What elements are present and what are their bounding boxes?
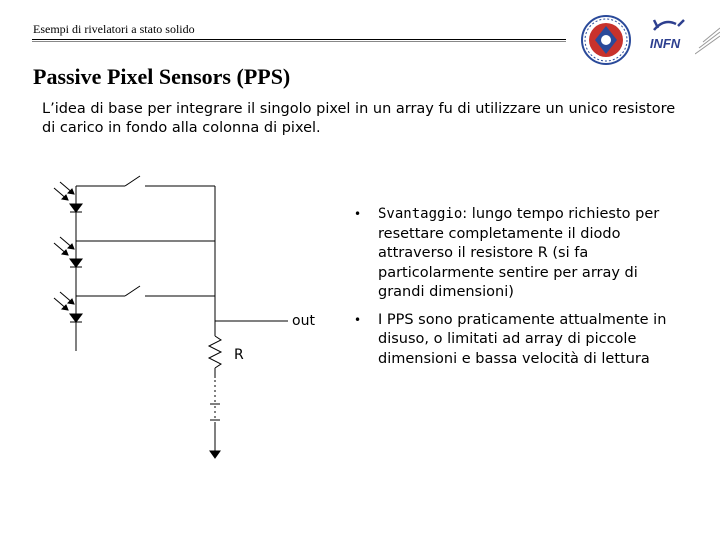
infn-logo [640, 14, 690, 64]
bullet-item-2 [354, 311, 688, 370]
bullet-marker: • [354, 207, 362, 221]
header-divider [32, 39, 566, 40]
slide-title: Passive Pixel Sensors (PPS) [33, 64, 291, 89]
infn-logo-text: INFN [649, 36, 681, 51]
pixel-row-1 [54, 176, 215, 241]
intro-paragraph: L’idea di base per integrare il singolo pixel in un array fu di utilizzare un unico resistore di carico in fondo alla colonna di pixel. [42, 101, 676, 136]
decorative-lines [695, 26, 720, 66]
header-title: Esempi di rivelatori a stato solido [33, 22, 195, 36]
bullet-term: Svantaggio [378, 206, 463, 222]
out-label: out [292, 313, 315, 329]
pps-circuit-diagram [40, 166, 330, 466]
university-seal-logo [578, 14, 634, 66]
bullet-item-1 [354, 205, 688, 303]
bullet-list [354, 205, 688, 377]
bullet-marker: • [354, 312, 362, 327]
bullet-text: : lungo tempo richiesto per resettare completamente il diodo attraverso il resistore R (si fa particolarmente sentire per array di grandi dimensioni) [378, 206, 660, 300]
resistor-label: R [234, 347, 244, 363]
pixel-row-2 [54, 237, 215, 296]
header-divider-shadow [32, 41, 566, 42]
pixel-row-3 [54, 286, 215, 351]
bullet-text: I PPS sono praticamente attualmente in disuso, o limitati ad array di piccole dimensioni e bassa velocità di lettura [378, 311, 667, 367]
